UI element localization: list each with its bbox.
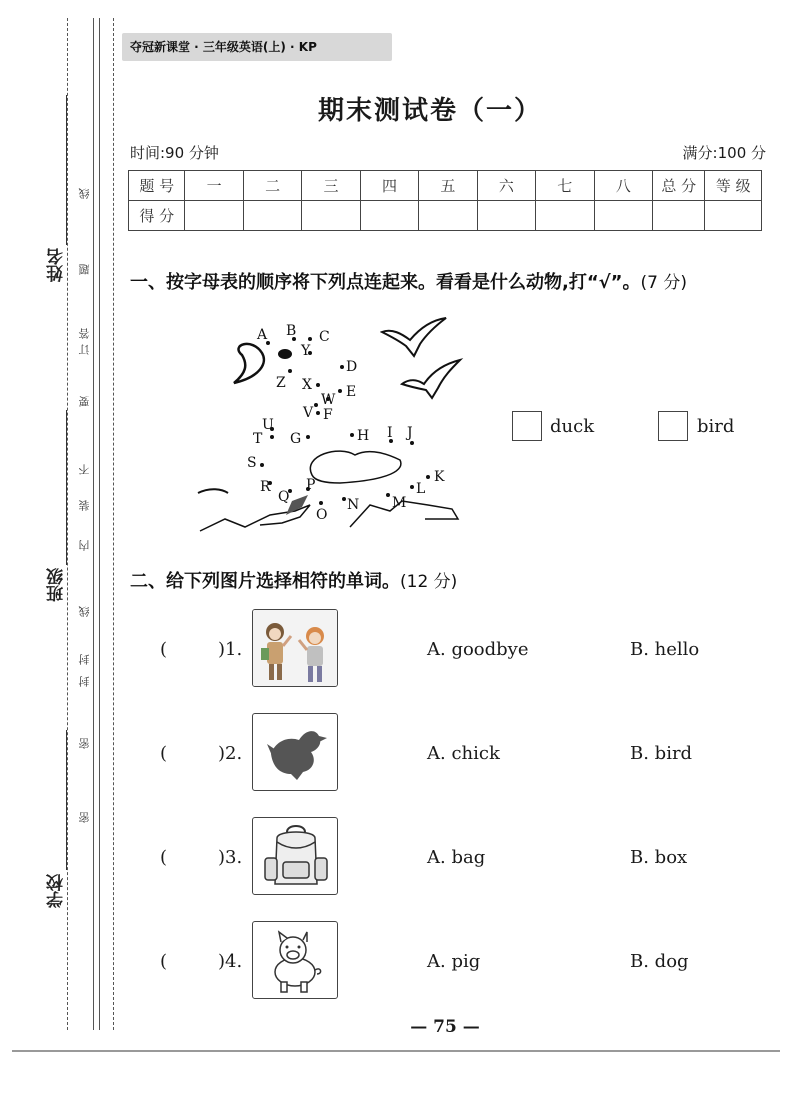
bird-wing-shape xyxy=(234,344,264,383)
margin-hint: 不 xyxy=(78,464,91,475)
score-table-cell: 二 xyxy=(243,171,301,201)
option-a[interactable]: A. goodbye xyxy=(427,639,529,660)
question-number: )3. xyxy=(218,847,243,868)
dot-label: S xyxy=(247,455,257,471)
margin-hint: 密 xyxy=(78,812,91,823)
score-table-cell: 题 号 xyxy=(129,171,185,201)
question-row xyxy=(0,921,800,1001)
page-bottom-rule xyxy=(12,1050,780,1052)
bird-eye xyxy=(278,349,292,359)
score-cell-input[interactable] xyxy=(536,201,594,231)
score-cell-input[interactable] xyxy=(652,201,705,231)
dot-label: L xyxy=(416,481,426,497)
margin-hint: 答 xyxy=(78,328,91,339)
margin-hint: 线 xyxy=(78,606,91,617)
score-table-header-row xyxy=(129,171,762,201)
flying-bird-icon xyxy=(400,356,464,402)
margin-hint: 密 xyxy=(78,738,91,749)
margin-hint: 题 xyxy=(78,264,91,275)
dot-label: C xyxy=(319,329,330,345)
backpack-icon xyxy=(253,818,338,895)
school-label: 学校 xyxy=(47,874,67,908)
dot xyxy=(316,383,320,387)
option-b[interactable]: B. hello xyxy=(630,639,700,660)
score-cell-input[interactable] xyxy=(185,201,243,231)
score-cell-input[interactable] xyxy=(302,201,360,231)
option-a[interactable]: A. bag xyxy=(427,847,486,868)
cloud-shape xyxy=(310,451,401,483)
dot xyxy=(308,337,312,341)
dot-label: Q xyxy=(278,489,290,505)
dot xyxy=(288,369,292,373)
dot xyxy=(338,389,342,393)
margin-hint: 封 xyxy=(78,676,91,687)
score-table-cell: 等 级 xyxy=(705,171,762,201)
question-row xyxy=(0,713,800,793)
dot-label: A xyxy=(257,327,268,343)
ground-line xyxy=(198,489,228,493)
duck-option-label: duck xyxy=(550,416,595,437)
dot-label: V xyxy=(303,405,314,421)
question-picture xyxy=(252,817,338,895)
score-table-cell: 五 xyxy=(419,171,477,201)
answer-paren[interactable]: ( xyxy=(160,639,168,660)
dot xyxy=(306,435,310,439)
bird-checkbox[interactable] xyxy=(658,411,688,441)
section-1-points: (7 分) xyxy=(640,273,687,293)
dot xyxy=(319,501,323,505)
section-1-heading xyxy=(130,268,687,294)
section-2-text: 二、给下列图片选择相符的单词。 xyxy=(130,571,400,592)
section-2-points: (12 分) xyxy=(400,572,458,592)
score-cell-input[interactable] xyxy=(360,201,418,231)
dot xyxy=(342,497,346,501)
dot-label: Z xyxy=(276,375,286,391)
question-number: )1. xyxy=(218,639,243,660)
score-cell-input[interactable] xyxy=(243,201,301,231)
margin-hint: 要 xyxy=(78,396,91,407)
dot-label: H xyxy=(357,428,370,444)
margin-hint: 订 xyxy=(78,344,91,355)
duck-checkbox[interactable] xyxy=(512,411,542,441)
dot-label: N xyxy=(347,497,360,513)
dot-label: U xyxy=(262,417,274,433)
dot-label: O xyxy=(316,507,328,523)
score-cell-input[interactable] xyxy=(477,201,535,231)
dot xyxy=(316,411,320,415)
page-number: — 75 — xyxy=(410,1017,480,1037)
dot-label: J xyxy=(407,425,413,441)
section-1-text: 一、按字母表的顺序将下列点连起来。看看是什么动物,打“√”。 xyxy=(130,272,641,293)
answer-paren[interactable]: ( xyxy=(160,951,168,972)
dot xyxy=(426,475,430,479)
dot-label: W xyxy=(321,392,336,408)
dot-label: P xyxy=(306,477,316,493)
dot-label: R xyxy=(260,479,271,495)
question-picture xyxy=(252,713,338,791)
dot xyxy=(270,435,274,439)
pig-icon xyxy=(253,922,338,999)
exam-time: 时间:90 分钟 xyxy=(130,144,219,162)
score-table-cell: 得 分 xyxy=(129,201,185,231)
question-picture xyxy=(252,921,338,999)
question-picture xyxy=(252,609,338,687)
answer-paren[interactable]: ( xyxy=(160,847,168,868)
dot-label: G xyxy=(290,431,302,447)
dot xyxy=(340,365,344,369)
name-label: 姓名 xyxy=(47,248,67,282)
option-b[interactable]: B. box xyxy=(630,847,688,868)
dot xyxy=(386,493,390,497)
question-number: )2. xyxy=(218,743,243,764)
flying-bird-icon xyxy=(380,310,450,360)
dot-label: I xyxy=(387,425,393,441)
score-cell-input[interactable] xyxy=(594,201,652,231)
option-a[interactable]: A. chick xyxy=(427,743,500,764)
section-2-heading xyxy=(130,567,457,593)
dot-label: M xyxy=(392,495,407,511)
question-row xyxy=(0,609,800,689)
margin-hint: 内 xyxy=(78,540,91,551)
option-b[interactable]: B. dog xyxy=(630,951,689,972)
dot-label: X xyxy=(302,377,312,393)
full-score: 满分:100 分 xyxy=(682,144,766,162)
dot xyxy=(350,433,354,437)
score-table-cell: 一 xyxy=(185,171,243,201)
page-title: 期末测试卷（一） xyxy=(317,96,542,126)
series-header: 夺冠新课堂 · 三年级英语(上) · KP xyxy=(122,33,392,61)
margin-hint: 封 xyxy=(78,654,91,665)
score-cell-input[interactable] xyxy=(419,201,477,231)
class-label: 班级 xyxy=(47,568,67,602)
class-blank xyxy=(66,410,67,565)
bird-silhouette-icon xyxy=(253,714,338,791)
dot-label: D xyxy=(346,359,358,375)
dot-label: T xyxy=(253,431,263,447)
score-cell-input[interactable] xyxy=(705,201,762,231)
dot xyxy=(260,463,264,467)
question-number: )4. xyxy=(218,951,243,972)
margin-hint: 线 xyxy=(78,188,91,199)
dot-label: E xyxy=(346,384,357,400)
dot xyxy=(410,485,414,489)
dot xyxy=(314,403,318,407)
bird-option-label: bird xyxy=(697,416,735,437)
score-table-cell: 四 xyxy=(360,171,418,201)
margin-hint: 装 xyxy=(78,500,91,511)
two-girls-greeting-icon xyxy=(253,610,338,687)
dot-label: K xyxy=(434,469,445,485)
score-table xyxy=(128,170,762,231)
score-table-score-row xyxy=(129,201,762,231)
dot-label: F xyxy=(323,407,333,423)
score-table-cell: 六 xyxy=(477,171,535,201)
dot-label: Y xyxy=(301,343,311,359)
score-table-cell: 总 分 xyxy=(652,171,705,201)
score-table-cell: 八 xyxy=(594,171,652,201)
dot-label: B xyxy=(286,323,297,339)
option-a[interactable]: A. pig xyxy=(427,951,481,972)
option-b[interactable]: B. bird xyxy=(630,743,693,764)
score-table-cell: 七 xyxy=(536,171,594,201)
answer-paren[interactable]: ( xyxy=(160,743,168,764)
question-row xyxy=(0,817,800,897)
score-table-cell: 三 xyxy=(302,171,360,201)
dot xyxy=(410,441,414,445)
